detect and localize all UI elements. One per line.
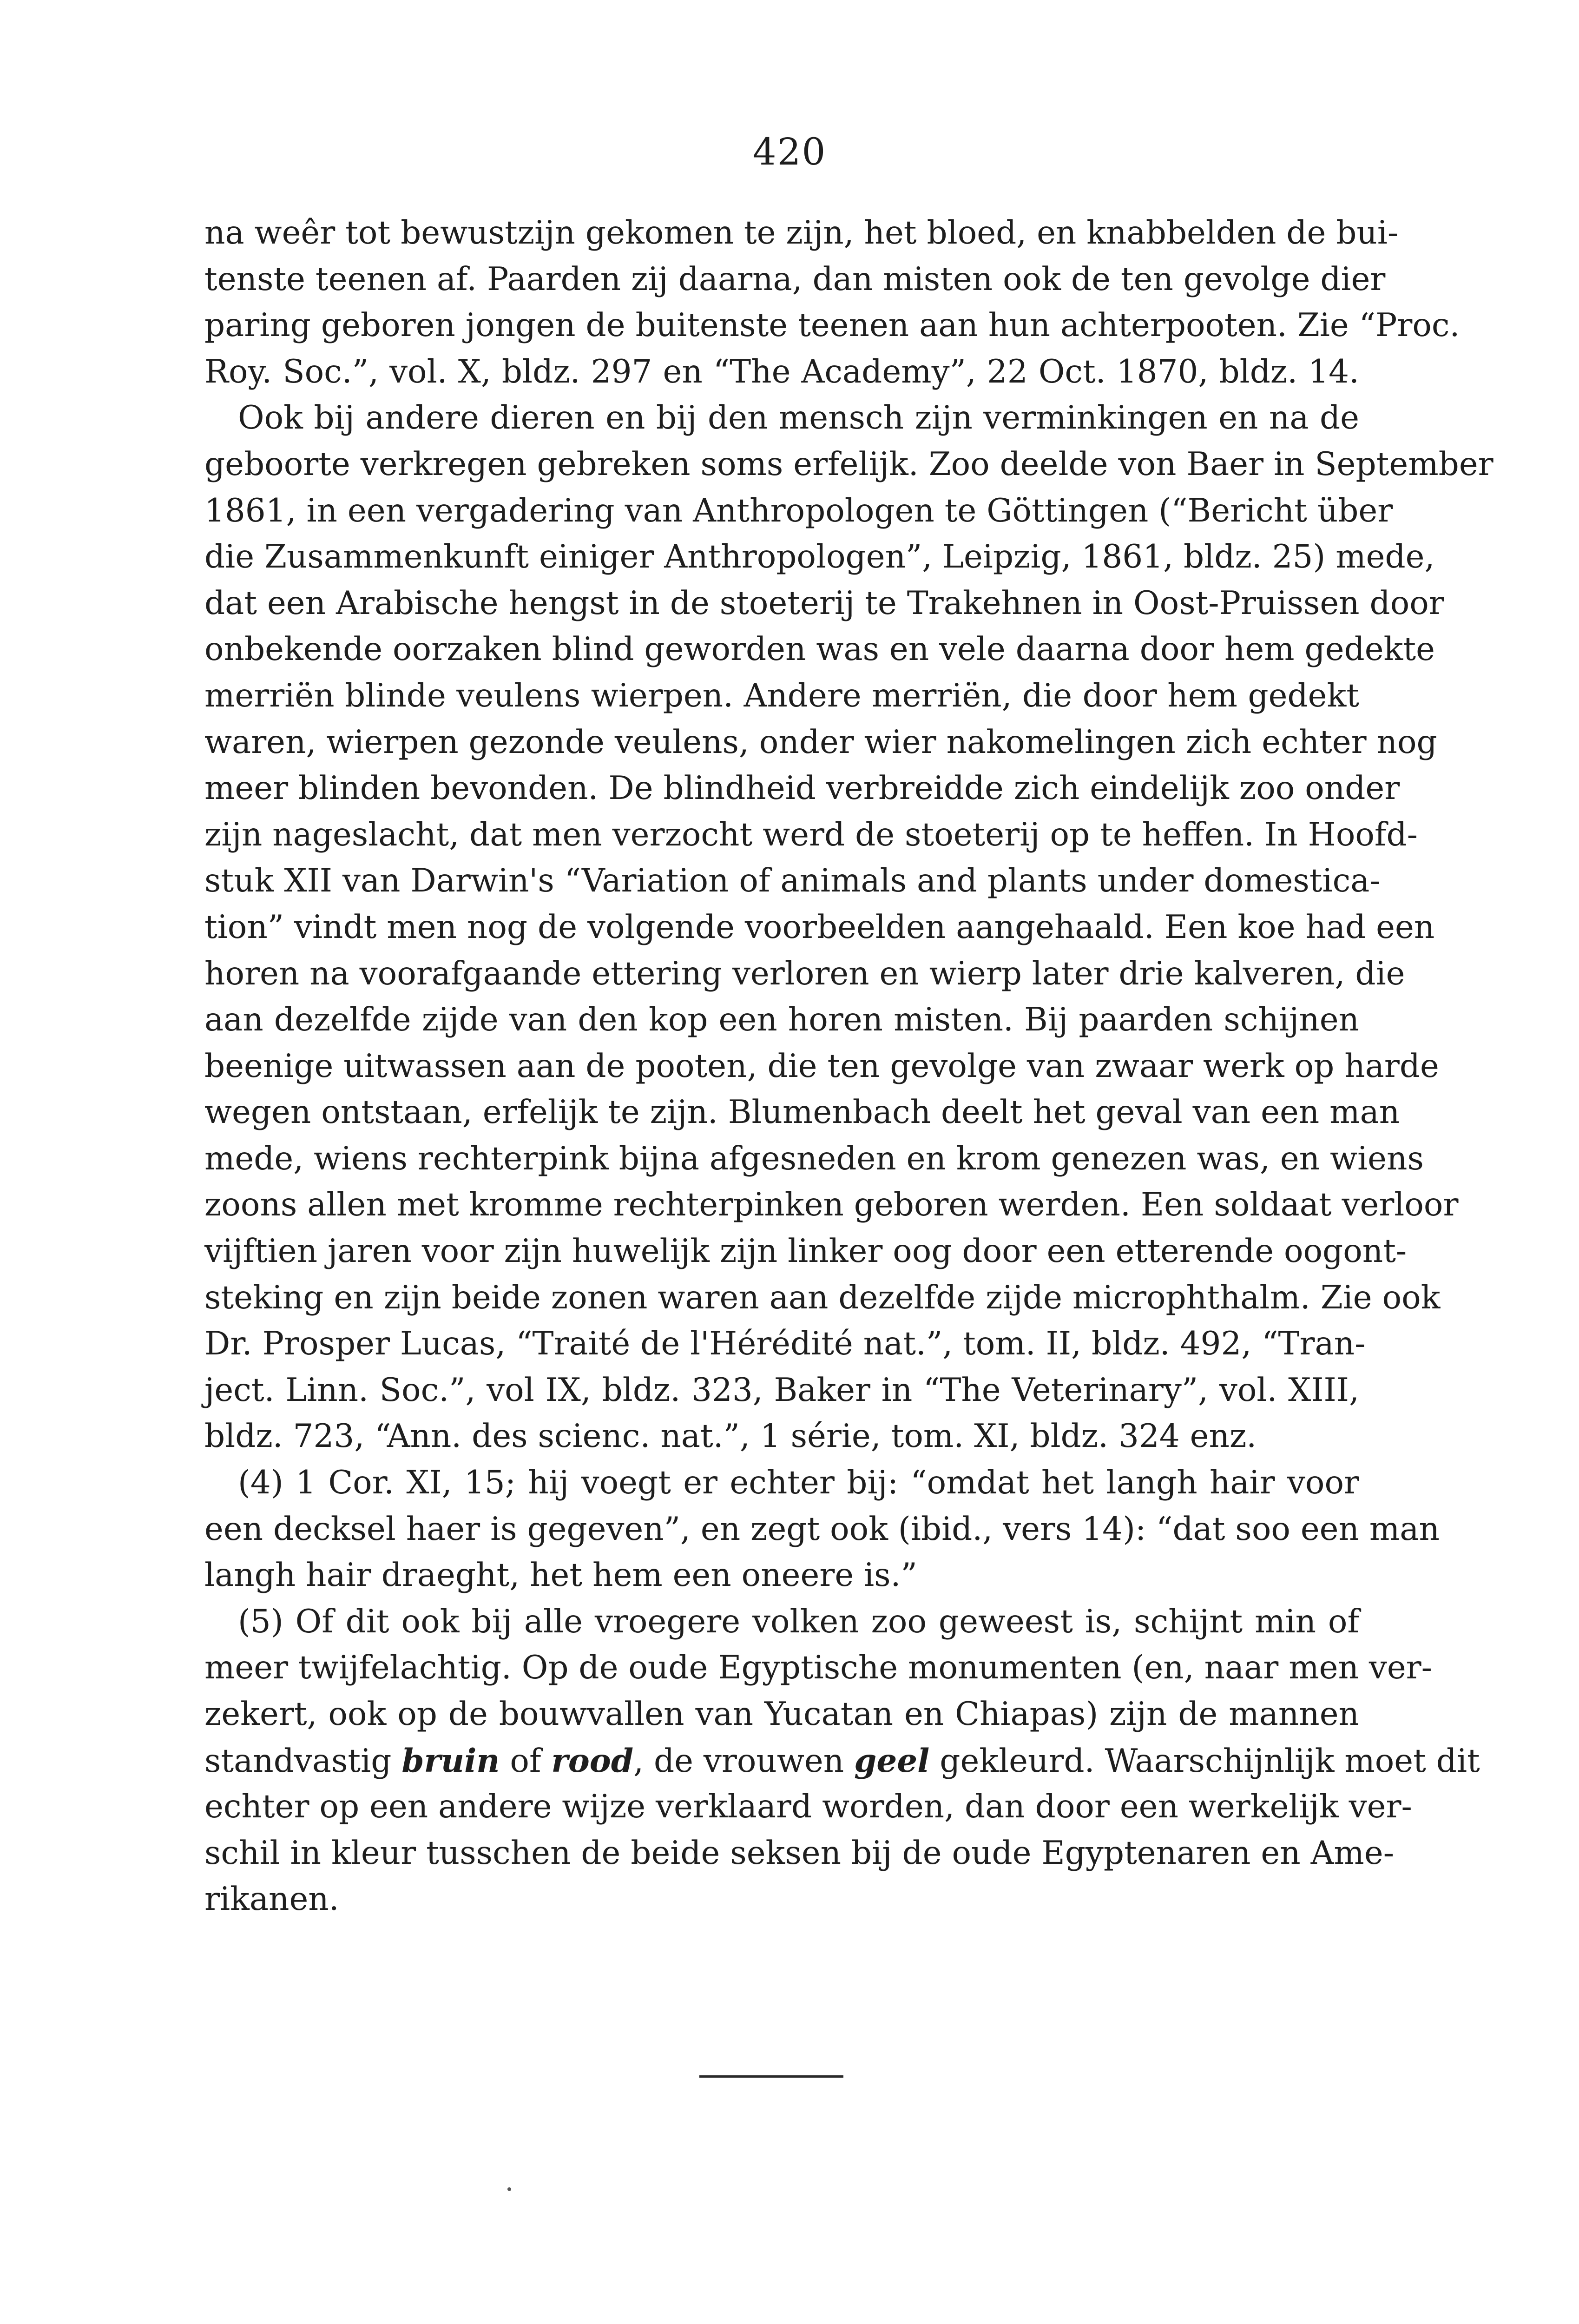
text-line: zekert, ook op de bouwvallen van Yucatan en Chiapas) zijn de mannen <box>204 1696 1359 1733</box>
text-line: rikanen. <box>204 1881 339 1918</box>
text-line: tenste teenen af. Paarden zij daarna, dan misten ook de ten gevolge dier <box>204 260 1386 298</box>
text-line: die Zusammenkunft einiger Anthropologen”, Leipzig, 1861, bldz. 25) mede, <box>204 538 1435 576</box>
text-line: wegen ontstaan, erfelijk te zijn. Blumenbach deelt het geval van een man <box>204 1094 1400 1131</box>
emphasis-rood: rood <box>551 1742 634 1780</box>
text-line: vijftien jaren voor zijn huwelijk zijn linker oog door een etterende oogont- <box>204 1233 1407 1270</box>
text-line: meer blinden bevonden. De blindheid verbreidde zich eindelijk zoo onder <box>204 770 1400 807</box>
page-text <box>204 210 1493 1923</box>
text-line: merriën blinde veulens wierpen. Andere merriën, die door hem gedekt <box>204 677 1359 714</box>
text-line: 1861, in een vergadering van Anthropologen te Göttingen (“Bericht über <box>204 492 1393 529</box>
page-number: 420 <box>752 130 827 173</box>
text-line: mede, wiens rechterpink bijna afgesneden en krom genezen was, en wiens <box>204 1140 1424 1177</box>
text-line: een decksel haer is gegeven”, en zegt ook (ibid., vers 14): “dat soo een man <box>204 1510 1440 1548</box>
text-line: na weêr tot bewustzijn gekomen te zijn, het bloed, en knabbelden de bui- <box>204 214 1399 251</box>
text-line: geboorte verkregen gebreken soms erfelijk. Zoo deelde von Baer in September <box>204 445 1493 483</box>
text-span: of <box>500 1742 552 1780</box>
text-line: Roy. Soc.”, vol. X, bldz. 297 en “The Academy”, 22 Oct. 1870, bldz. 14. <box>204 353 1359 390</box>
text-line: schil in kleur tusschen de beide seksen bij de oude Egyptenaren en Ame- <box>204 1834 1395 1872</box>
text-line: zoons allen met kromme rechterpinken geboren werden. Een soldaat verloor <box>204 1186 1459 1224</box>
text-line: Ook bij andere dieren en bij den mensch zijn verminkingen en na de <box>238 399 1359 437</box>
text-span: gekleurd. Waarschijnlijk moet dit <box>929 1742 1480 1780</box>
text-line: horen na voorafgaande ettering verloren en wierp later drie kalveren, die <box>204 955 1405 992</box>
text-line: steking en zijn beide zonen waren aan dezelfde zijde microphthalm. Zie ook <box>204 1279 1441 1316</box>
text-line: bldz. 723, “Ann. des scienc. nat.”, 1 série, tom. XI, bldz. 324 enz. <box>204 1418 1257 1455</box>
emphasis-geel: geel <box>854 1742 930 1780</box>
text-line: meer twijfelachtig. Op de oude Egyptische monumenten (en, naar men ver- <box>204 1649 1432 1687</box>
text-line: stuk XII van Darwin's “Variation of animals and plants under domestica- <box>204 862 1381 900</box>
text-line: Dr. Prosper Lucas, “Traité de l'Hérédité nat.”, tom. II, bldz. 492, “Tran- <box>204 1325 1366 1363</box>
text-line: langh hair draeght, het hem een oneere is.” <box>204 1557 917 1594</box>
text-line: paring geboren jongen de buitenste teenen aan hun achterpooten. Zie “Proc. <box>204 307 1460 344</box>
text-line: zijn nageslacht, dat men verzocht werd de stoeterij op te heffen. In Hoofd- <box>204 816 1418 853</box>
text-line: ject. Linn. Soc.”, vol IX, bldz. 323, Baker in “The Veterinary”, vol. XIII, <box>204 1371 1359 1409</box>
end-rule <box>699 2075 843 2078</box>
footnote-4-line: (4) 1 Cor. XI, 15; hij voegt er echter bij: “omdat het langh hair voor <box>238 1464 1359 1502</box>
footnote-5-line: (5) Of dit ook bij alle vroegere volken zoo geweest is, schijnt min of <box>238 1603 1359 1640</box>
text-line: onbekende oorzaken blind geworden was en vele daarna door hem gedekte <box>204 631 1435 668</box>
text-line: aan dezelfde zijde van den kop een horen misten. Bij paarden schijnen <box>204 1001 1359 1039</box>
text-line: beenige uitwassen aan de pooten, die ten gevolge van zwaar werk op harde <box>204 1047 1439 1085</box>
ink-speck <box>507 2187 511 2191</box>
text-line: waren, wierpen gezonde veulens, onder wier nakomelingen zich echter nog <box>204 723 1437 761</box>
text-line: echter op een andere wijze verklaard worden, dan door een werkelijk ver- <box>204 1788 1412 1826</box>
text-span: , de vrouwen <box>633 1742 855 1780</box>
text-span: standvastig <box>204 1742 402 1780</box>
emphasis-bruin: bruin <box>401 1742 500 1780</box>
text-line-with-emphasis <box>204 1738 1480 1784</box>
text-line: dat een Arabische hengst in de stoeterij te Trakehnen in Oost-Pruissen door <box>204 584 1444 622</box>
text-line: tion” vindt men nog de volgende voorbeelden aangehaald. Een koe had een <box>204 908 1435 946</box>
